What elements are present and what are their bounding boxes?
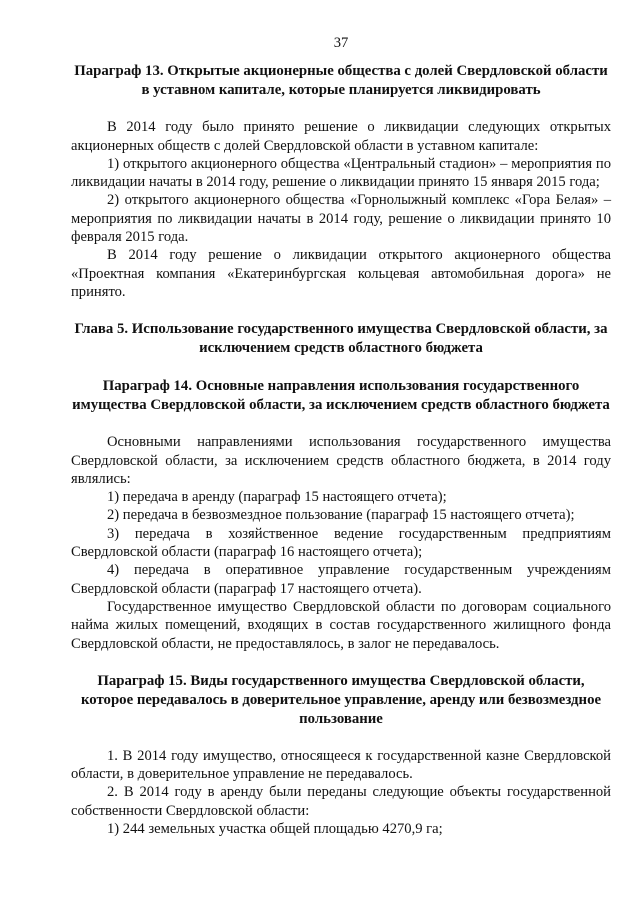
section-13-paragraph: В 2014 году было принято решение о ликвидации следующих открытых акционерных обществ с долей Свердловской области в уставном капитале: — [71, 119, 611, 154]
section-14-list-item: 2) передача в безвозмездное пользование (параграф 15 настоящего отчета); — [107, 507, 575, 524]
section-13-paragraph: В 2014 году решение о ликвидации открытого акционерного общества «Проектная компания «Екатеринбургская кольцевая автомобильная дорога» не принято. — [71, 247, 611, 300]
section-14-list-item: 1) передача в аренду (параграф 15 настоящего отчета); — [107, 489, 447, 506]
section-13-paragraph: 2) открытого акционерного общества «Горнолыжный комплекс «Гора Белая» – мероприятия по ликвидации начаты в 2014 году, решение о ликвидации принято 10 февраля 2015 года. — [71, 192, 611, 246]
section-13-paragraph: 1) открытого акционерного общества «Центральный стадион» – мероприятия по ликвидации начаты в 2014 году, решение о ликвидации принято 15 января 2015 года; — [71, 155, 611, 191]
chapter-5-heading: Глава 5. Использование государственного имущества Свердловской области, за исключением средств областного бюджета — [74, 321, 608, 357]
page-number: 37 — [333, 35, 349, 51]
section-14-list-item: 3) передача в хозяйственное ведение государственным предприятиям Свердловской области (параграф 16 настоящего отчета); — [71, 525, 611, 561]
section-15-paragraph: 1. В 2014 году имущество, относящееся к государственной казне Свердловской области, в доверительное управление не передавалось. — [71, 747, 611, 783]
section-15-list-item: 1) 244 земельных участка общей площадью 4270,9 га; — [107, 821, 443, 838]
section-15-heading: Параграф 15. Виды государственного имущества Свердловской области, которое передавалось в доверительное управление, аренду или безвозмездное пользование — [80, 672, 602, 727]
section-13-heading: Параграф 13. Открытые акционерные общества с долей Свердловской области в уставном капитале, которые планируется ликвидировать — [74, 63, 608, 99]
section-14-list-item: 4) передача в оперативное управление государственным учреждениям Свердловской области (параграф 17 настоящего отчета). — [71, 562, 611, 597]
section-14-heading: Параграф 14. Основные направления использования государственного имущества Свердловской области, за исключением средств областного бюджета — [72, 378, 610, 414]
section-14-paragraph: Государственное имущество Свердловской области по договорам социального найма жилых помещений, входящих в состав государственного жилищного фонда Свердловской области, не предоставлялось, в залог не передавалось. — [71, 598, 611, 652]
section-14-paragraph: Основными направлениями использования государственного имущества Свердловской области, за исключением средств областного бюджета, в 2014 году являлись: — [71, 434, 611, 487]
document-page — [71, 34, 611, 838]
section-15-paragraph: 2. В 2014 году в аренду были переданы следующие объекты государственной собственности Свердловской области: — [71, 784, 611, 819]
